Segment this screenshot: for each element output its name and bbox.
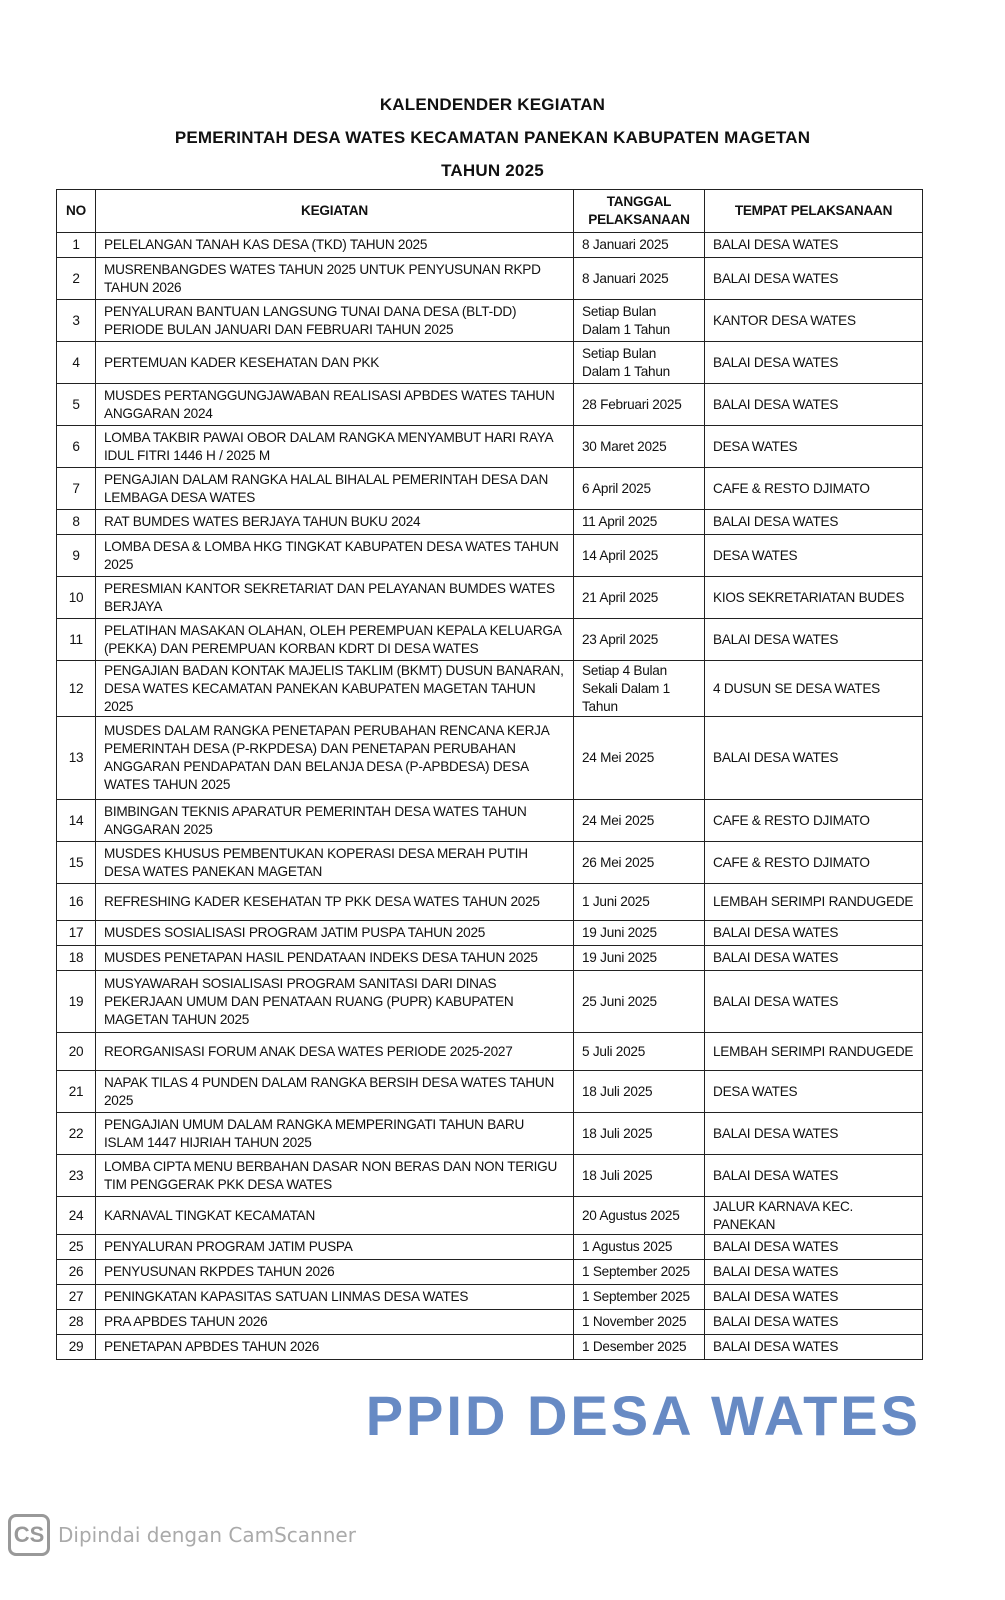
table-row [57,1335,923,1360]
row-kegiatan: REFRESHING KADER KESEHATAN TP PKK DESA WATES TAHUN 2025 [96,884,574,921]
table-row [57,1155,923,1197]
row-kegiatan: MUSDES DALAM RANGKA PENETAPAN PERUBAHAN RENCANA KERJA PEMERINTAH DESA (P-RKPDESA) DAN PENETAPAN PERUBAHAN ANGGARAN PENDAPATAN DAN BELANJA DESA (P-APBDESA) DESA WATES TAHUN 2025 [96,717,574,800]
row-kegiatan: NAPAK TILAS 4 PUNDEN DALAM RANGKA BERSIH DESA WATES TAHUN 2025 [96,1071,574,1113]
row-kegiatan: PENGAJIAN BADAN KONTAK MAJELIS TAKLIM (BKMT) DUSUN BANARAN, DESA WATES KECAMATAN PANEKAN KABUPATEN MAGETAN TAHUN 2025 [96,661,574,717]
table-row [57,1235,923,1260]
table-row [57,1197,923,1235]
table-row [57,619,923,661]
column-header-tanggal: TANGGAL PELAKSANAAN [574,190,705,233]
row-number: 1 [57,233,96,258]
row-number: 14 [57,800,96,842]
row-number: 18 [57,946,96,971]
row-tempat: LEMBAH SERIMPI RANDUGEDE [705,1033,923,1071]
watermark: PPID DESA WATES [365,1384,921,1447]
row-tanggal: Setiap 4 Bulan Sekali Dalam 1 Tahun [574,661,705,717]
table-row [57,535,923,577]
row-tanggal: 24 Mei 2025 [574,717,705,800]
row-tempat: DESA WATES [705,535,923,577]
table-row [57,510,923,535]
table-row [57,800,923,842]
table-row [57,1285,923,1310]
row-kegiatan: PENINGKATAN KAPASITAS SATUAN LINMAS DESA WATES [96,1285,574,1310]
row-kegiatan: PRA APBDES TAHUN 2026 [96,1310,574,1335]
row-tanggal: 28 Februari 2025 [574,384,705,426]
table-row [57,426,923,468]
row-tanggal: 6 April 2025 [574,468,705,510]
row-tempat: LEMBAH SERIMPI RANDUGEDE [705,884,923,921]
column-header-no: NO [57,190,96,233]
row-tempat: DESA WATES [705,426,923,468]
row-tempat: BALAI DESA WATES [705,619,923,661]
row-number: 29 [57,1335,96,1360]
row-kegiatan: MUSDES SOSIALISASI PROGRAM JATIM PUSPA TAHUN 2025 [96,921,574,946]
row-tanggal: 8 Januari 2025 [574,233,705,258]
column-header-kegiatan: KEGIATAN [96,190,574,233]
row-tempat: DESA WATES [705,1071,923,1113]
table-row [57,1310,923,1335]
row-kegiatan: LOMBA TAKBIR PAWAI OBOR DALAM RANGKA MENYAMBUT HARI RAYA IDUL FITRI 1446 H / 2025 M [96,426,574,468]
row-tempat: BALAI DESA WATES [705,717,923,800]
row-tempat: BALAI DESA WATES [705,1155,923,1197]
row-tempat: BALAI DESA WATES [705,510,923,535]
row-tempat: BALAI DESA WATES [705,258,923,300]
row-kegiatan: KARNAVAL TINGKAT KECAMATAN [96,1197,574,1235]
row-tempat: 4 DUSUN SE DESA WATES [705,661,923,717]
row-tanggal: Setiap Bulan Dalam 1 Tahun [574,342,705,384]
row-tempat: KANTOR DESA WATES [705,300,923,342]
row-kegiatan: PENYUSUNAN RKPDES TAHUN 2026 [96,1260,574,1285]
row-tempat: BALAI DESA WATES [705,1235,923,1260]
table-row [57,921,923,946]
row-tempat: JALUR KARNAVA KEC. PANEKAN [705,1197,923,1235]
row-tempat: BALAI DESA WATES [705,342,923,384]
row-number: 11 [57,619,96,661]
row-tanggal: 19 Juni 2025 [574,921,705,946]
row-number: 20 [57,1033,96,1071]
row-tanggal: 26 Mei 2025 [574,842,705,884]
row-number: 25 [57,1235,96,1260]
row-kegiatan: PENETAPAN APBDES TAHUN 2026 [96,1335,574,1360]
row-number: 7 [57,468,96,510]
document-year: TAHUN 2025 [441,161,544,180]
table-row [57,233,923,258]
row-number: 22 [57,1113,96,1155]
row-tempat: BALAI DESA WATES [705,1335,923,1360]
row-tempat: BALAI DESA WATES [705,384,923,426]
row-tanggal: 30 Maret 2025 [574,426,705,468]
row-tempat: CAFE & RESTO DJIMATO [705,800,923,842]
row-kegiatan: BIMBINGAN TEKNIS APARATUR PEMERINTAH DESA WATES TAHUN ANGGARAN 2025 [96,800,574,842]
row-tanggal: 1 September 2025 [574,1285,705,1310]
row-kegiatan: MUSDES PENETAPAN HASIL PENDATAAN INDEKS DESA TAHUN 2025 [96,946,574,971]
table-row [57,258,923,300]
row-number: 15 [57,842,96,884]
row-kegiatan: PELELANGAN TANAH KAS DESA (TKD) TAHUN 2025 [96,233,574,258]
activity-calendar-table [56,189,923,1360]
row-number: 28 [57,1310,96,1335]
row-tanggal: 25 Juni 2025 [574,971,705,1033]
row-number: 5 [57,384,96,426]
row-tempat: BALAI DESA WATES [705,946,923,971]
row-number: 21 [57,1071,96,1113]
row-tanggal: 8 Januari 2025 [574,258,705,300]
row-tanggal: Setiap Bulan Dalam 1 Tahun [574,300,705,342]
row-tanggal: 5 Juli 2025 [574,1033,705,1071]
row-number: 10 [57,577,96,619]
row-kegiatan: PENYALURAN BANTUAN LANGSUNG TUNAI DANA DESA (BLT-DD) PERIODE BULAN JANUARI DAN FEBRUARI TAHUN 2025 [96,300,574,342]
row-kegiatan: MUSYAWARAH SOSIALISASI PROGRAM SANITASI DARI DINAS PEKERJAAN UMUM DAN PENATAAN RUANG (PUPR) KABUPATEN MAGETAN TAHUN 2025 [96,971,574,1033]
row-kegiatan: PELATIHAN MASAKAN OLAHAN, OLEH PEREMPUAN KEPALA KELUARGA (PEKKA) DAN PEREMPUAN KORBAN KDRT DI DESA WATES [96,619,574,661]
row-tanggal: 18 Juli 2025 [574,1113,705,1155]
table-row [57,1113,923,1155]
row-number: 23 [57,1155,96,1197]
row-number: 19 [57,971,96,1033]
row-kegiatan: PERESMIAN KANTOR SEKRETARIAT DAN PELAYANAN BUMDES WATES BERJAYA [96,577,574,619]
row-kegiatan: LOMBA DESA & LOMBA HKG TINGKAT KABUPATEN DESA WATES TAHUN 2025 [96,535,574,577]
table-row [57,717,923,800]
camscanner-logo-icon: CS [8,1514,50,1556]
row-tanggal: 1 November 2025 [574,1310,705,1335]
row-tempat: BALAI DESA WATES [705,1285,923,1310]
row-kegiatan: PENGAJIAN DALAM RANGKA HALAL BIHALAL PEMERINTAH DESA DAN LEMBAGA DESA WATES [96,468,574,510]
table-row [57,468,923,510]
row-tanggal: 1 Desember 2025 [574,1335,705,1360]
row-number: 3 [57,300,96,342]
row-tempat: BALAI DESA WATES [705,1260,923,1285]
row-number: 12 [57,661,96,717]
row-tanggal: 23 April 2025 [574,619,705,661]
row-number: 9 [57,535,96,577]
row-tempat: BALAI DESA WATES [705,1113,923,1155]
row-tanggal: 11 April 2025 [574,510,705,535]
row-kegiatan: PERTEMUAN KADER KESEHATAN DAN PKK [96,342,574,384]
row-kegiatan: MUSDES KHUSUS PEMBENTUKAN KOPERASI DESA MERAH PUTIH DESA WATES PANEKAN MAGETAN [96,842,574,884]
row-tempat: CAFE & RESTO DJIMATO [705,468,923,510]
row-tempat: BALAI DESA WATES [705,971,923,1033]
table-header-row [57,190,923,233]
table-row [57,661,923,717]
camscanner-text: Dipindai dengan CamScanner [58,1523,356,1547]
table-row [57,1033,923,1071]
row-tempat: BALAI DESA WATES [705,1310,923,1335]
row-number: 24 [57,1197,96,1235]
table-row [57,884,923,921]
row-number: 4 [57,342,96,384]
row-number: 13 [57,717,96,800]
row-tanggal: 19 Juni 2025 [574,946,705,971]
document-subtitle: PEMERINTAH DESA WATES KECAMATAN PANEKAN KABUPATEN MAGETAN [174,128,811,147]
row-tanggal: 20 Agustus 2025 [574,1197,705,1235]
row-tanggal: 24 Mei 2025 [574,800,705,842]
table-row [57,971,923,1033]
table-row [57,946,923,971]
row-number: 2 [57,258,96,300]
table-row [57,1260,923,1285]
row-tanggal: 14 April 2025 [574,535,705,577]
document-title: KALENDENDER KEGIATAN [379,95,606,114]
row-number: 26 [57,1260,96,1285]
table-row [57,577,923,619]
table-row [57,300,923,342]
row-tanggal: 21 April 2025 [574,577,705,619]
table-row [57,842,923,884]
table-row [57,342,923,384]
table-row [57,384,923,426]
row-tanggal: 1 September 2025 [574,1260,705,1285]
camscanner-footer [8,1514,356,1556]
row-tempat: BALAI DESA WATES [705,233,923,258]
row-tanggal: 1 Juni 2025 [574,884,705,921]
row-tempat: BALAI DESA WATES [705,921,923,946]
row-tanggal: 18 Juli 2025 [574,1071,705,1113]
row-tanggal: 1 Agustus 2025 [574,1235,705,1260]
row-number: 6 [57,426,96,468]
column-header-tempat: TEMPAT PELAKSANAAN [705,190,923,233]
row-tempat: KIOS SEKRETARIATAN BUDES [705,577,923,619]
row-tanggal: 18 Juli 2025 [574,1155,705,1197]
row-kegiatan: REORGANISASI FORUM ANAK DESA WATES PERIODE 2025-2027 [96,1033,574,1071]
row-number: 27 [57,1285,96,1310]
row-kegiatan: MUSRENBANGDES WATES TAHUN 2025 UNTUK PENYUSUNAN RKPD TAHUN 2026 [96,258,574,300]
row-tempat: CAFE & RESTO DJIMATO [705,842,923,884]
document-body [0,88,1005,1448]
row-kegiatan: LOMBA CIPTA MENU BERBAHAN DASAR NON BERAS DAN NON TERIGU TIM PENGGERAK PKK DESA WATES [96,1155,574,1197]
row-kegiatan: RAT BUMDES WATES BERJAYA TAHUN BUKU 2024 [96,510,574,535]
row-kegiatan: MUSDES PERTANGGUNGJAWABAN REALISASI APBDES WATES TAHUN ANGGARAN 2024 [96,384,574,426]
row-number: 8 [57,510,96,535]
table-row [57,1071,923,1113]
row-kegiatan: PENGAJIAN UMUM DALAM RANGKA MEMPERINGATI TAHUN BARU ISLAM 1447 HIJRIAH TAHUN 2025 [96,1113,574,1155]
row-number: 17 [57,921,96,946]
row-kegiatan: PENYALURAN PROGRAM JATIM PUSPA [96,1235,574,1260]
row-number: 16 [57,884,96,921]
